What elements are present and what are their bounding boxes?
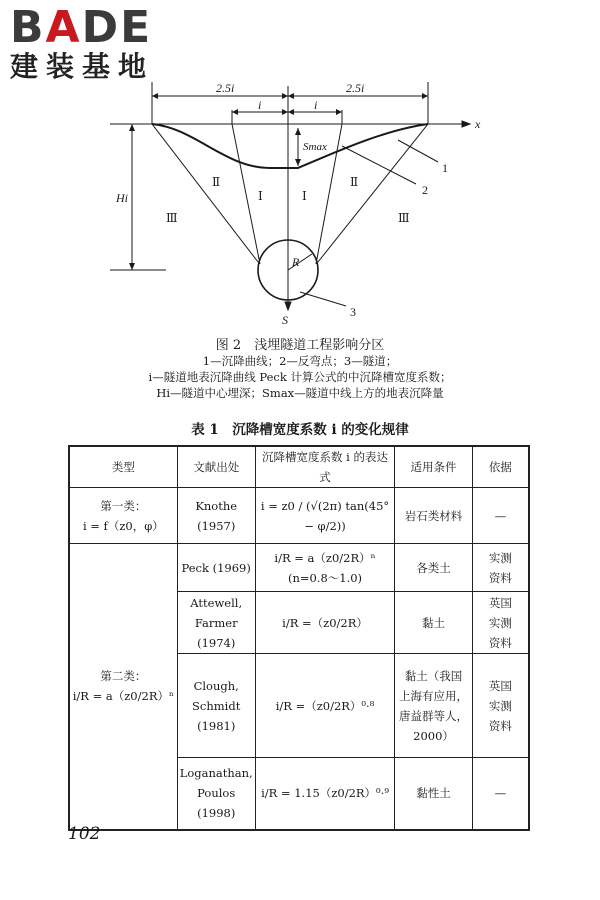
- dim-arrow: [288, 93, 294, 99]
- dim-label-i-left: i: [258, 98, 262, 112]
- dim-arrow: [129, 124, 135, 131]
- basis-cell: 英国 实测 资料: [472, 592, 529, 654]
- dim-label-i-right: i: [314, 98, 318, 112]
- source-cell: Clough, Schmidt (1981): [177, 654, 255, 758]
- zone-label-3-right: Ⅲ: [398, 211, 410, 225]
- basis-cell: —: [472, 758, 529, 830]
- basis-cell: 实测 资料: [472, 544, 529, 592]
- radius-label: R: [292, 255, 300, 269]
- zone-label-1-left: Ⅰ: [258, 189, 263, 203]
- basis-cell: —: [472, 488, 529, 544]
- zone-boundary-inner-left: [232, 124, 260, 264]
- dim-arrow: [232, 109, 238, 115]
- logo-wordmark: BADE: [10, 2, 153, 53]
- condition-cell: 黏土（我国 上海有应用， 唐益群等人， 2000）: [395, 654, 472, 758]
- table-row: [69, 488, 529, 544]
- zone-boundary-outer-right: [318, 124, 428, 262]
- table-row: [69, 544, 529, 592]
- condition-cell: 黏土: [395, 592, 472, 654]
- dim-arrow: [336, 109, 342, 115]
- type-cell: 第二类： i/R = a（z0/2R）ⁿ: [69, 544, 177, 830]
- source-cell: Peck (1969): [177, 544, 255, 592]
- page-number: 102: [68, 824, 101, 844]
- logo-subtitle: 建装基地: [10, 50, 155, 83]
- source-cell: Loganathan, Poulos (1998): [177, 758, 255, 830]
- condition-cell: 黏性土: [395, 758, 472, 830]
- zone-label-2-right: Ⅱ: [350, 175, 359, 189]
- smax-label: Smax: [303, 141, 327, 153]
- condition-cell: 各类土: [395, 544, 472, 592]
- callout-2: 2: [422, 183, 428, 197]
- figure-caption-line: 1—沉降曲线；2—反弯点；3—隧道；: [202, 354, 398, 368]
- header-cell: 适用条件: [395, 446, 472, 488]
- type-cell: 第一类： i = f（z0，φ）: [69, 488, 177, 544]
- x-axis-arrow: [462, 121, 470, 127]
- figure-caption-title: 图 2 浅埋隧道工程影响分区: [215, 338, 385, 353]
- header-cell: 类型: [69, 446, 177, 488]
- formula-cell: i/R =（z0/2R）⁰·⁸: [255, 654, 395, 758]
- dim-label-right: 2.5i: [346, 81, 365, 95]
- header-cell: 依据: [472, 446, 529, 488]
- callout-3: 3: [350, 305, 356, 319]
- settlement-curve: [152, 124, 428, 168]
- dim-label-left: 2.5i: [216, 81, 235, 95]
- hi-label: Hi: [116, 191, 128, 205]
- figure-caption-line: Hi—隧道中心埋深；Smax—隧道中线上方的地表沉降量: [156, 386, 444, 400]
- formula-cell: i/R = a（z0/2R）ⁿ (n=0.8～1.0): [255, 544, 395, 592]
- formula-cell: i = z0 / (√(2π) tan(45° − φ/2)): [255, 488, 395, 544]
- dim-arrow: [295, 128, 301, 135]
- tunnel-influence-diagram: [0, 0, 600, 330]
- table-title: 表 1 沉降槽宽度系数 i 的变化规律: [191, 422, 409, 438]
- zone-label-2-left: Ⅱ: [212, 175, 221, 189]
- settlement-coefficient-table: [68, 445, 530, 831]
- callout-1: 1: [442, 161, 448, 175]
- s-axis-arrow: [285, 302, 291, 310]
- dim-arrow: [282, 109, 288, 115]
- source-cell: Knothe (1957): [177, 488, 255, 544]
- source-cell: Attewell, Farmer (1974): [177, 592, 255, 654]
- formula-cell: i/R = 1.15（z0/2R）⁰·⁹: [255, 758, 395, 830]
- dim-arrow: [422, 93, 428, 99]
- callout-leader-1: [398, 140, 438, 162]
- dim-arrow: [295, 159, 301, 166]
- x-axis-label: x: [475, 117, 481, 131]
- header-cell: 文献出处: [177, 446, 255, 488]
- figure-caption-line: i—隧道地表沉降曲线 Peck 计算公式的中沉降槽宽度系数；: [148, 370, 452, 384]
- zone-label-3-left: Ⅲ: [166, 211, 178, 225]
- zone-label-1-right: Ⅰ: [302, 189, 307, 203]
- s-axis-label: S: [282, 313, 288, 327]
- dim-arrow: [288, 109, 294, 115]
- table-header-row: [69, 446, 529, 488]
- basis-cell: 英国 实测 资料: [472, 654, 529, 758]
- condition-cell: 岩石类材料: [395, 488, 472, 544]
- dim-arrow: [152, 93, 158, 99]
- header-cell: 沉降槽宽度系数 i 的表达式: [255, 446, 395, 488]
- callout-leader-3: [300, 292, 346, 306]
- formula-cell: i/R =（z0/2R）: [255, 592, 395, 654]
- dim-arrow: [282, 93, 288, 99]
- dim-arrow: [129, 263, 135, 270]
